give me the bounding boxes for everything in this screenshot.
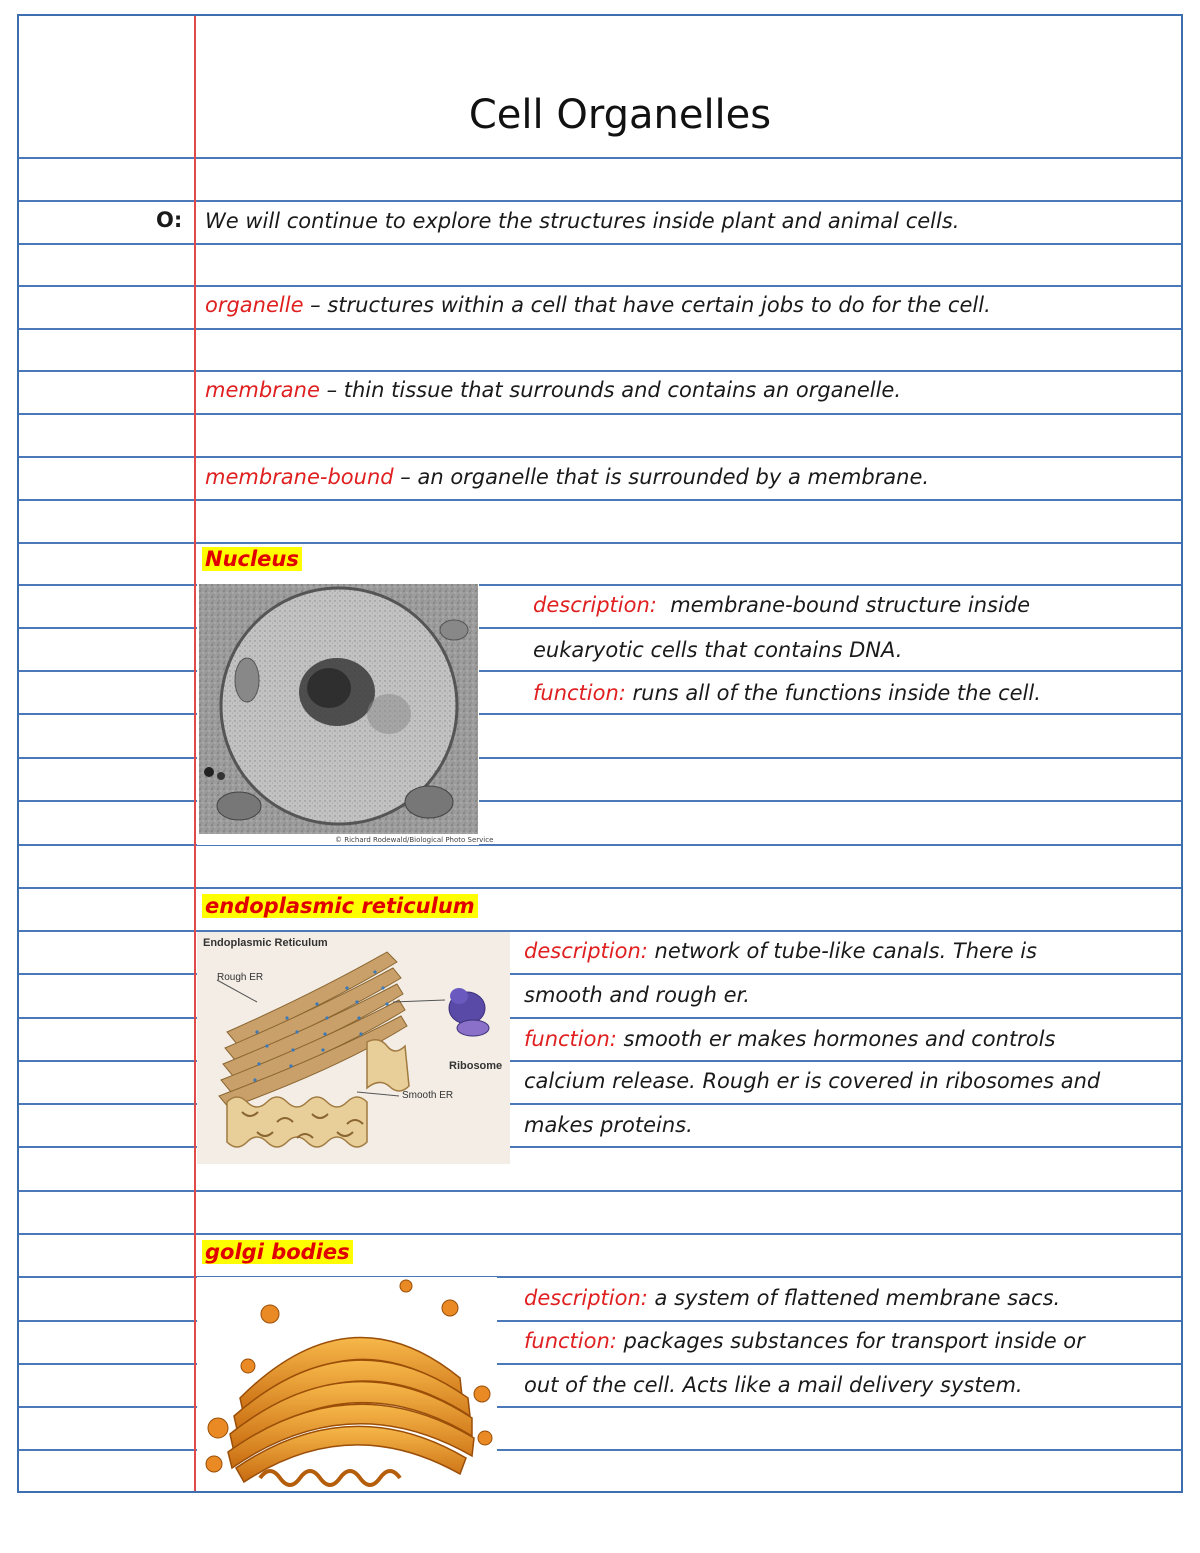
page-title: Cell Organelles: [468, 92, 772, 138]
er-function-line2: calcium release. Rough er is covered in ribosomes and: [524, 1069, 1101, 1093]
er-diagram-image: [197, 932, 510, 1164]
notebook-page: [17, 14, 1183, 1493]
nucleus-description: [533, 593, 1030, 617]
function-text: smooth er makes hormones and controls: [623, 1027, 1056, 1051]
er-image-label-rough: Rough ER: [217, 972, 264, 983]
function-label: function:: [533, 681, 626, 705]
er-image-label-smooth: Smooth ER: [402, 1090, 454, 1101]
section-heading-er: endoplasmic reticulum: [202, 894, 478, 918]
er-function-line3: makes proteins.: [524, 1113, 693, 1137]
er-description-line2: smooth and rough er.: [524, 983, 750, 1007]
definition-organelle: [205, 293, 991, 317]
section-heading-golgi: golgi bodies: [202, 1240, 353, 1264]
er-image-label-ribosome: Ribosome: [449, 1060, 503, 1072]
definition-text: structures within a cell that have certain jobs to do for the cell.: [327, 293, 991, 317]
function-text: packages substances for transport inside or: [623, 1329, 1085, 1353]
function-label: function:: [524, 1027, 617, 1051]
description-text: membrane-bound structure inside: [670, 593, 1031, 617]
objective-text: We will continue to explore the structures inside plant and animal cells.: [205, 209, 960, 233]
term: membrane: [205, 378, 320, 402]
description-text: network of tube-like canals. There is: [654, 939, 1037, 963]
separator: –: [303, 293, 328, 317]
er-description: [524, 939, 1037, 963]
description-label: description:: [524, 939, 648, 963]
definition-text: thin tissue that surrounds and contains an organelle.: [343, 378, 902, 402]
term: organelle: [205, 293, 304, 317]
description-label: description:: [524, 1286, 648, 1310]
golgi-function: [524, 1329, 1085, 1353]
golgi-function-line2: out of the cell. Acts like a mail delivery system.: [524, 1373, 1023, 1397]
er-image-title: Endoplasmic Reticulum: [203, 937, 328, 949]
objective-label: O:: [156, 208, 183, 232]
description-label: description:: [533, 593, 657, 617]
er-function: [524, 1027, 1055, 1051]
separator: –: [393, 465, 418, 489]
margin-line: [194, 16, 196, 1491]
nucleus-function: [533, 681, 1041, 705]
function-label: function:: [524, 1329, 617, 1353]
section-heading-nucleus: Nucleus: [202, 547, 302, 571]
separator: –: [319, 378, 344, 402]
nucleus-description-line2: eukaryotic cells that contains DNA.: [533, 638, 903, 662]
nucleus-image-credit: © Richard Rodewald/Biological Photo Service: [335, 836, 494, 844]
definition-membrane-bound: [205, 465, 929, 489]
definition-text: an organelle that is surrounded by a membrane.: [417, 465, 930, 489]
definition-membrane: [205, 378, 901, 402]
description-text: a system of flattened membrane sacs.: [654, 1286, 1061, 1310]
golgi-illustration-image: [200, 1278, 496, 1488]
golgi-description: [524, 1286, 1060, 1310]
nucleus-micrograph-image: [199, 584, 478, 834]
function-text: runs all of the functions inside the cell.: [632, 681, 1041, 705]
term: membrane-bound: [205, 465, 394, 489]
